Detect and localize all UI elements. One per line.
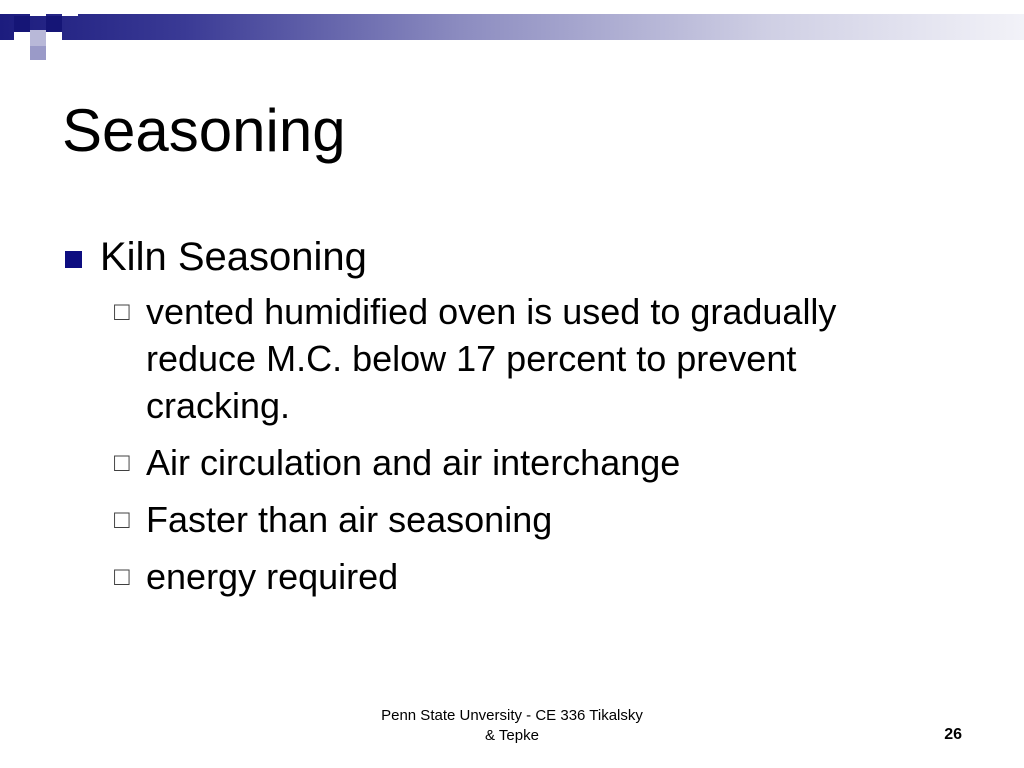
hollow-square-icon: □ — [114, 561, 130, 591]
decorative-square — [30, 0, 46, 16]
page-number: 26 — [944, 726, 962, 743]
decorative-square — [14, 32, 30, 48]
footer-line: & Tepke — [485, 727, 539, 744]
sub-bullet-item — [114, 553, 926, 600]
hollow-square-icon: □ — [114, 504, 130, 534]
bullet-list — [62, 232, 942, 610]
decorative-square — [62, 0, 78, 16]
sub-bullet-text: Faster than air seasoning — [146, 499, 553, 540]
sub-bullet-item — [114, 496, 926, 543]
sub-bullet-item — [114, 439, 926, 486]
slide-title: Seasoning — [62, 97, 346, 164]
footer-line: Penn State Unversity - CE 336 Tikalsky — [381, 707, 643, 724]
bullet-item — [62, 232, 942, 282]
header-gradient-bar — [0, 14, 1024, 40]
hollow-square-icon: □ — [114, 447, 130, 477]
sub-bullet-text: energy required — [146, 556, 399, 597]
hollow-square-icon: □ — [114, 296, 130, 326]
filled-square-icon — [65, 251, 82, 268]
decorative-square — [30, 46, 46, 60]
decorative-square — [46, 16, 62, 32]
decorative-square — [30, 30, 46, 46]
bullet-text: Kiln Seasoning — [100, 235, 367, 279]
decorative-square — [14, 16, 30, 32]
sub-bullet-text: Air circulation and air interchange — [146, 442, 681, 483]
sub-bullet-text: vented humidified oven is used to gradually reduce M.C. below 17 percent to prevent cracking. — [146, 291, 837, 426]
sub-bullet-item — [114, 288, 926, 429]
slide-footer — [352, 706, 672, 746]
decorative-square — [46, 32, 62, 46]
